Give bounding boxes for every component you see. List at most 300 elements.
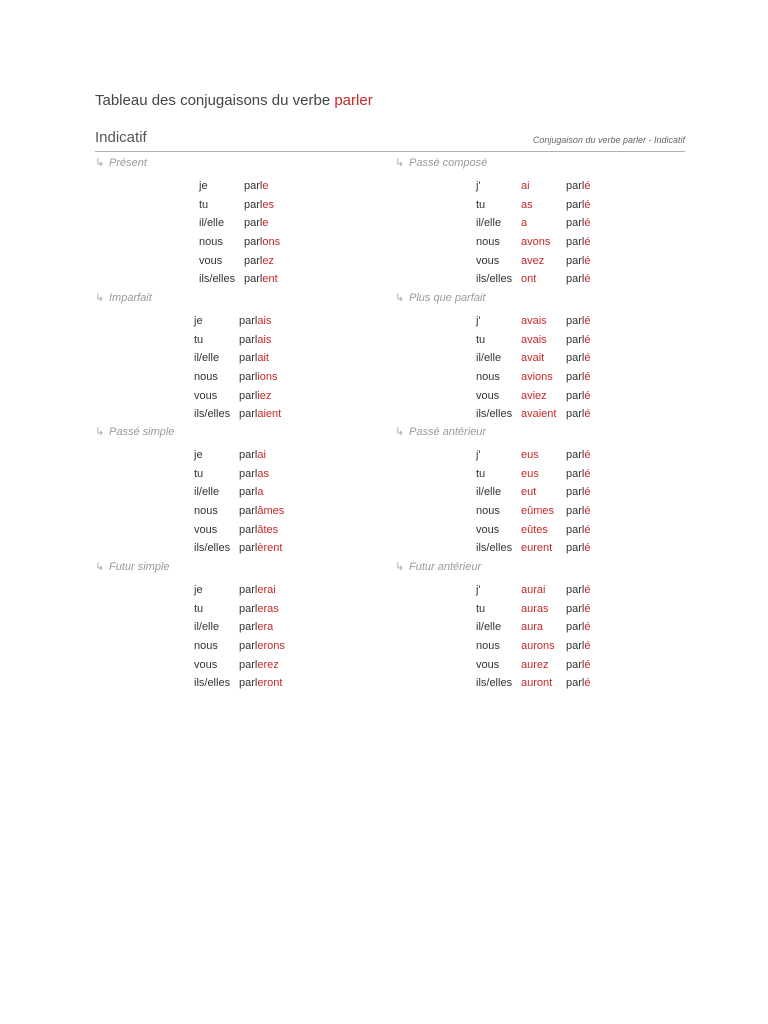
verb-stem: parl: [239, 584, 258, 596]
verb-form: [239, 331, 271, 350]
participle-stem: parl: [566, 467, 585, 480]
verb-stem: parl: [239, 658, 258, 671]
page-title: [95, 92, 373, 109]
conjugation-rows: [395, 177, 685, 289]
participle-ending: é: [584, 333, 591, 346]
verb-ending: ais: [257, 315, 272, 327]
pronoun: nous: [476, 505, 500, 518]
conjugation-rows: [95, 312, 385, 424]
participle-stem: parl: [566, 542, 585, 555]
pronoun: il/elle: [194, 621, 220, 634]
verb-form: [244, 252, 274, 271]
pronoun: vous: [476, 254, 500, 267]
tense-heading: [395, 289, 685, 307]
conjugation-row: [95, 465, 385, 484]
curved-arrow-icon: ↳: [95, 426, 105, 438]
participle-stem: parl: [566, 198, 585, 211]
pronoun: il/elle: [199, 217, 225, 230]
participle-ending: é: [584, 523, 591, 536]
participle-stem: parl: [566, 333, 585, 346]
curved-arrow-icon: ↳: [395, 157, 405, 169]
participle-ending: é: [584, 542, 591, 555]
verb-stem: parl: [239, 486, 258, 499]
pronoun: tu: [476, 198, 486, 211]
verb-form: [239, 483, 263, 502]
pronoun: ils/elles: [194, 408, 231, 421]
conjugation-row: [395, 502, 685, 521]
past-participle: [566, 349, 590, 368]
tense-name: Imparfait: [109, 292, 152, 304]
participle-ending: é: [584, 389, 591, 402]
past-participle: [566, 539, 590, 558]
participle-stem: parl: [566, 640, 585, 653]
pronoun: nous: [476, 640, 500, 653]
conjugation-row: [95, 483, 385, 502]
section-title: Indicatif: [95, 129, 147, 146]
tense-block-compound: [395, 558, 685, 693]
auxiliary-verb: avez: [521, 254, 545, 267]
verb-ending: ait: [257, 352, 269, 365]
pronoun: j': [476, 584, 481, 596]
verb-ending: âtes: [257, 523, 279, 536]
auxiliary-verb: aurai: [521, 584, 546, 596]
conjugation-row: [395, 618, 685, 637]
participle-ending: é: [584, 505, 591, 518]
participle-ending: é: [584, 658, 591, 671]
verb-form: [239, 368, 278, 387]
verb-stem: parl: [244, 254, 263, 267]
participle-stem: parl: [566, 523, 585, 536]
verb-form: [244, 196, 274, 215]
pronoun: vous: [199, 254, 223, 267]
participle-ending: é: [584, 217, 591, 230]
pronoun: ils/elles: [194, 542, 231, 555]
verb-form: [244, 270, 278, 289]
pronoun: vous: [194, 523, 218, 536]
tense-heading: [95, 423, 385, 441]
participle-ending: é: [584, 486, 591, 499]
auxiliary-verb: ai: [521, 180, 530, 192]
verb-form: [244, 214, 268, 233]
conjugation-row: [95, 521, 385, 540]
conjugation-rows: [95, 177, 385, 289]
conjugation-row: [95, 196, 385, 215]
verb-form: [244, 233, 280, 252]
conjugation-row: [95, 368, 385, 387]
participle-stem: parl: [566, 602, 585, 615]
verb-ending: ons: [262, 236, 281, 249]
conjugation-row: [395, 446, 685, 465]
conjugation-row: [95, 177, 385, 196]
verb-stem: parl: [239, 389, 258, 402]
verb-form: [239, 312, 271, 331]
participle-stem: parl: [566, 389, 585, 402]
verb-form: [239, 405, 281, 424]
verb-stem: parl: [239, 333, 258, 346]
participle-ending: é: [584, 273, 591, 286]
auxiliary-verb: auront: [521, 677, 553, 690]
verb-stem: parl: [239, 467, 258, 480]
verb-ending: âmes: [257, 505, 285, 518]
tense-heading: [95, 558, 385, 576]
pronoun: vous: [476, 389, 500, 402]
conjugation-row: [395, 465, 685, 484]
participle-stem: parl: [566, 677, 585, 690]
verb-ending: ent: [262, 273, 278, 286]
participle-ending: é: [584, 352, 591, 365]
verb-stem: parl: [244, 273, 263, 286]
participle-stem: parl: [566, 180, 585, 192]
participle-ending: é: [584, 198, 591, 211]
auxiliary-verb: eus: [521, 467, 539, 480]
auxiliary-verb: eurent: [521, 542, 553, 555]
verb-stem: parl: [244, 217, 263, 230]
conjugation-rows: [95, 581, 385, 693]
verb-ending: a: [257, 486, 264, 499]
tense-name: Futur simple: [109, 561, 170, 573]
curved-arrow-icon: ↳: [395, 426, 405, 438]
conjugation-row: [95, 252, 385, 271]
auxiliary-verb: eut: [521, 486, 537, 499]
past-participle: [566, 387, 590, 406]
pronoun: nous: [194, 505, 218, 518]
section-caption: Conjugaison du verbe parler - Indicatif: [532, 135, 685, 145]
tense-name: Présent: [109, 157, 147, 169]
pronoun: nous: [194, 371, 218, 384]
participle-ending: é: [584, 602, 591, 615]
participle-ending: é: [584, 254, 591, 267]
verb-form: [239, 446, 266, 465]
conjugation-row: [95, 312, 385, 331]
tense-heading: [395, 423, 685, 441]
pronoun: nous: [194, 640, 218, 653]
conjugation-row: [95, 502, 385, 521]
conjugation-row: [95, 405, 385, 424]
past-participle: [566, 331, 590, 350]
verb-ending: eront: [257, 677, 283, 690]
conjugation-row: [95, 446, 385, 465]
tense-block-compound: [395, 423, 685, 558]
verb-form: [239, 465, 269, 484]
conjugation-row: [395, 674, 685, 693]
pronoun: il/elle: [194, 352, 220, 365]
verb-ending: e: [262, 217, 269, 230]
conjugation-row: [95, 270, 385, 289]
tense-heading: [395, 154, 685, 172]
verb-ending: ais: [257, 333, 272, 346]
participle-stem: parl: [566, 217, 585, 230]
pronoun: tu: [194, 602, 204, 615]
auxiliary-verb: aurez: [521, 658, 549, 671]
conjugation-row: [395, 387, 685, 406]
participle-stem: parl: [566, 658, 585, 671]
past-participle: [566, 214, 590, 233]
pronoun: je: [194, 584, 203, 596]
participle-stem: parl: [566, 505, 585, 518]
page-title-verb: parler: [334, 92, 373, 109]
past-participle: [566, 521, 590, 540]
auxiliary-verb: avons: [521, 236, 551, 249]
verb-form: [239, 656, 279, 675]
conjugation-row: [395, 349, 685, 368]
pronoun: tu: [194, 333, 204, 346]
auxiliary-verb: ont: [521, 273, 537, 286]
tense-name: Plus que parfait: [409, 292, 486, 304]
auxiliary-verb: aura: [521, 621, 544, 634]
verb-stem: parl: [244, 198, 263, 211]
tense-block-simple: [95, 558, 385, 693]
participle-stem: parl: [566, 408, 585, 421]
tense-block-simple: [95, 289, 385, 424]
verb-ending: èrent: [257, 542, 283, 555]
verb-ending: erai: [257, 584, 276, 596]
participle-stem: parl: [566, 236, 585, 249]
pronoun: tu: [476, 602, 486, 615]
pronoun: il/elle: [194, 486, 220, 499]
pronoun: vous: [194, 389, 218, 402]
past-participle: [566, 674, 590, 693]
verb-stem: parl: [239, 542, 258, 555]
conjugation-row: [395, 539, 685, 558]
conjugation-row: [395, 581, 685, 600]
verb-stem: parl: [239, 677, 258, 690]
conjugation-row: [95, 581, 385, 600]
pronoun: ils/elles: [199, 273, 236, 286]
curved-arrow-icon: ↳: [395, 561, 405, 573]
pronoun: ils/elles: [476, 408, 513, 421]
tense-heading: [95, 289, 385, 307]
conjugation-row: [95, 656, 385, 675]
auxiliary-verb: aurons: [521, 640, 555, 653]
pronoun: je: [194, 449, 203, 461]
pronoun: il/elle: [476, 217, 502, 230]
past-participle: [566, 368, 590, 387]
tense-block-compound: [395, 289, 685, 424]
past-participle: [566, 618, 590, 637]
curved-arrow-icon: ↳: [95, 292, 105, 304]
past-participle: [566, 270, 590, 289]
verb-form: [239, 637, 285, 656]
conjugation-row: [95, 600, 385, 619]
conjugation-row: [95, 539, 385, 558]
verb-form: [239, 387, 271, 406]
conjugation-row: [395, 521, 685, 540]
participle-ending: é: [584, 371, 591, 384]
participle-ending: é: [584, 584, 591, 596]
participle-stem: parl: [566, 254, 585, 267]
pronoun: nous: [476, 236, 500, 249]
participle-ending: é: [584, 236, 591, 249]
conjugation-row: [95, 637, 385, 656]
verb-stem: parl: [239, 523, 258, 536]
conjugation-row: [95, 233, 385, 252]
verb-ending: as: [257, 467, 269, 480]
past-participle: [566, 177, 590, 196]
conjugation-row: [395, 252, 685, 271]
pronoun: je: [194, 315, 203, 327]
verb-stem: parl: [239, 352, 258, 365]
auxiliary-verb: auras: [521, 602, 549, 615]
conjugation-row: [395, 177, 685, 196]
verb-ending: e: [262, 180, 269, 192]
conjugation-row: [395, 270, 685, 289]
past-participle: [566, 312, 590, 331]
conjugation-rows: [395, 312, 685, 424]
conjugation-row: [395, 214, 685, 233]
auxiliary-verb: avais: [521, 333, 547, 346]
tense-name: Passé composé: [409, 157, 488, 169]
auxiliary-verb: avions: [521, 371, 553, 384]
pronoun: vous: [476, 658, 500, 671]
pronoun: tu: [476, 333, 486, 346]
past-participle: [566, 581, 590, 600]
conjugation-row: [395, 483, 685, 502]
curved-arrow-icon: ↳: [395, 292, 405, 304]
pronoun: j': [476, 180, 481, 192]
verb-ending: era: [257, 621, 274, 634]
pronoun: j': [476, 449, 481, 461]
pronoun: nous: [199, 236, 223, 249]
auxiliary-verb: as: [521, 198, 533, 211]
pronoun: il/elle: [476, 486, 502, 499]
conjugation-row: [395, 405, 685, 424]
past-participle: [566, 252, 590, 271]
participle-stem: parl: [566, 486, 585, 499]
verb-ending: eras: [257, 602, 279, 615]
past-participle: [566, 196, 590, 215]
participle-stem: parl: [566, 273, 585, 286]
past-participle: [566, 637, 590, 656]
pronoun: tu: [476, 467, 486, 480]
tense-block-simple: [95, 423, 385, 558]
auxiliary-verb: aviez: [521, 389, 547, 402]
verb-stem: parl: [239, 505, 258, 518]
participle-stem: parl: [566, 584, 585, 596]
verb-ending: erons: [257, 640, 285, 653]
auxiliary-verb: eûmes: [521, 505, 555, 518]
tense-heading: [395, 558, 685, 576]
verb-stem: parl: [244, 180, 263, 192]
auxiliary-verb: eus: [521, 449, 539, 461]
pronoun: nous: [476, 371, 500, 384]
past-participle: [566, 233, 590, 252]
past-participle: [566, 483, 590, 502]
pronoun: il/elle: [476, 621, 502, 634]
conjugation-row: [395, 368, 685, 387]
pronoun: ils/elles: [476, 273, 513, 286]
verb-ending: iez: [257, 389, 272, 402]
pronoun: ils/elles: [476, 677, 513, 690]
verb-stem: parl: [239, 602, 258, 615]
pronoun: il/elle: [476, 352, 502, 365]
conjugation-row: [95, 618, 385, 637]
verb-ending: aient: [257, 408, 282, 421]
verb-stem: parl: [239, 640, 258, 653]
tense-block-compound: [395, 154, 685, 289]
conjugation-row: [95, 387, 385, 406]
verb-ending: ai: [257, 449, 266, 461]
conjugation-rows: [395, 446, 685, 558]
verb-stem: parl: [239, 315, 258, 327]
verb-form: [239, 521, 278, 540]
past-participle: [566, 600, 590, 619]
participle-ending: é: [584, 315, 591, 327]
verb-stem: parl: [239, 371, 258, 384]
curved-arrow-icon: ↳: [95, 561, 105, 573]
conjugation-row: [95, 674, 385, 693]
conjugation-row: [95, 331, 385, 350]
pronoun: tu: [194, 467, 204, 480]
conjugation-row: [395, 312, 685, 331]
verb-form: [239, 349, 269, 368]
conjugation-row: [395, 656, 685, 675]
verb-ending: erez: [257, 658, 279, 671]
auxiliary-verb: a: [521, 217, 528, 230]
participle-ending: é: [584, 408, 591, 421]
conjugation-row: [395, 331, 685, 350]
participle-ending: é: [584, 621, 591, 634]
verb-form: [239, 600, 279, 619]
participle-ending: é: [584, 640, 591, 653]
pronoun: vous: [194, 658, 218, 671]
verb-ending: es: [262, 198, 274, 211]
auxiliary-verb: avaient: [521, 408, 557, 421]
verb-stem: parl: [239, 408, 258, 421]
curved-arrow-icon: ↳: [95, 157, 105, 169]
conjugation-row: [395, 600, 685, 619]
conjugation-rows: [95, 446, 385, 558]
participle-ending: é: [584, 467, 591, 480]
tense-name: Passé simple: [109, 426, 175, 438]
pronoun: je: [199, 180, 208, 192]
conjugation-row: [395, 637, 685, 656]
participle-ending: é: [584, 677, 591, 690]
verb-ending: ez: [262, 254, 274, 267]
participle-stem: parl: [566, 315, 585, 327]
auxiliary-verb: avait: [521, 352, 545, 365]
conjugation-row: [95, 214, 385, 233]
verb-form: [239, 539, 282, 558]
verb-stem: parl: [239, 621, 258, 634]
past-participle: [566, 446, 590, 465]
participle-stem: parl: [566, 621, 585, 634]
participle-stem: parl: [566, 371, 585, 384]
verb-form: [239, 581, 276, 600]
page-title-prefix: Tableau des conjugaisons du verbe: [95, 92, 331, 109]
verb-form: [244, 177, 268, 196]
verb-stem: parl: [239, 449, 258, 461]
conjugation-row: [395, 233, 685, 252]
verb-form: [239, 674, 282, 693]
pronoun: tu: [199, 198, 209, 211]
past-participle: [566, 405, 590, 424]
verb-form: [239, 502, 284, 521]
auxiliary-verb: eûtes: [521, 523, 548, 536]
verb-stem: parl: [244, 236, 263, 249]
auxiliary-verb: avais: [521, 315, 547, 327]
tense-name: Futur antérieur: [409, 561, 482, 573]
tense-block-simple: [95, 154, 385, 289]
verb-ending: ions: [257, 371, 278, 384]
participle-ending: é: [584, 180, 591, 192]
past-participle: [566, 502, 590, 521]
participle-stem: parl: [566, 449, 585, 461]
section-header: [95, 129, 685, 152]
conjugation-row: [95, 349, 385, 368]
pronoun: j': [476, 315, 481, 327]
participle-ending: é: [584, 449, 591, 461]
conjugation-rows: [395, 581, 685, 693]
